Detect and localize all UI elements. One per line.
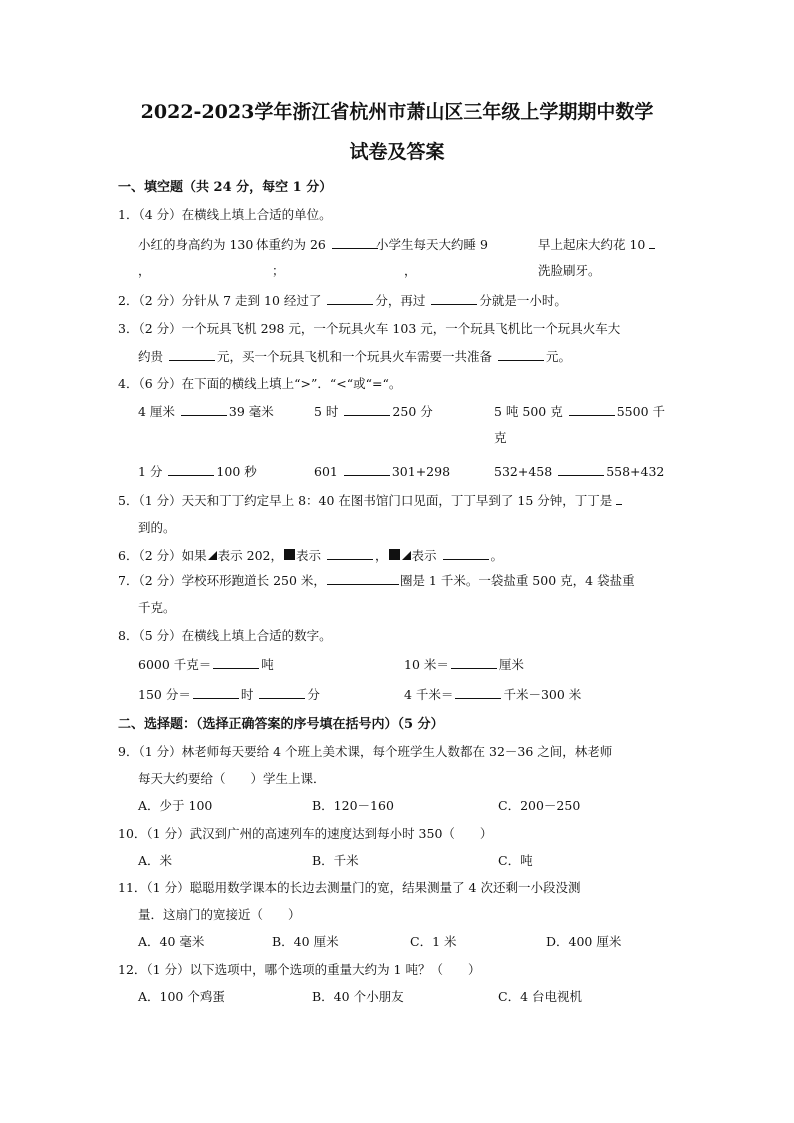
q4-item (314, 404, 433, 420)
q5-line1 (118, 493, 622, 509)
q3-line2 (138, 349, 571, 365)
q8-c3: 分 (307, 687, 320, 702)
q3-line1: 3．（2 分）一个玩具飞机 298 元，一个玩具火车 103 元，一个玩具飞机比一个玩具火车大 (118, 321, 621, 336)
answer-blank[interactable] (169, 349, 215, 361)
section2-heading: 二、选择题：（选择正确答案的序号填在括号内）（5 分） (118, 717, 444, 732)
answer-blank[interactable] (344, 464, 390, 476)
q5-text: 5．（1 分）天天和丁丁约定早上 8：40 在图书馆门口见面，丁丁早到了 15 分钟，丁丁是 (118, 493, 613, 508)
answer-blank[interactable] (649, 237, 655, 249)
q1-a: 小红的身高约为 130 (138, 237, 254, 252)
answer-blank[interactable] (616, 493, 622, 505)
q11-line1: 11．（1 分）聪聪用数学课本的长边去测量门的宽，结果测量了 4 次还剩一小段没测 (118, 880, 581, 895)
q1-stem: 1．（4 分）在横线上填上合适的单位。 (118, 207, 332, 222)
answer-blank[interactable] (558, 464, 604, 476)
q4-right: 39 毫米 (228, 404, 274, 419)
q5-line2: 到的。 (138, 520, 176, 535)
q4-right: 301+298 (391, 464, 451, 479)
q8-stem: 8．（5 分）在横线上填上合适的数字。 (118, 628, 332, 643)
answer-blank[interactable] (213, 657, 259, 669)
q4-right: 558+432 (606, 464, 665, 479)
q4-left: 601 (314, 464, 338, 479)
q8-b (404, 657, 524, 673)
q1-b2: ； (272, 263, 285, 278)
q1-b (256, 237, 380, 253)
answer-blank[interactable] (332, 237, 378, 249)
answer-blank[interactable] (193, 687, 239, 699)
q8-d (404, 687, 581, 703)
answer-blank[interactable] (344, 404, 390, 416)
q6-d: ， (374, 548, 388, 563)
title-line2: 试卷及答案 (349, 141, 445, 163)
q8-c1: 150 分＝ (138, 687, 191, 702)
q4-item (494, 404, 665, 420)
q11-option-c[interactable]: C．1 米 (410, 934, 457, 949)
q11-line2: 量．这扇门的宽接近（ ） (138, 907, 301, 922)
q8-d2: 千米－300 米 (503, 687, 582, 702)
q4-wrap: 克 (494, 430, 507, 445)
q1-c2: ， (404, 263, 417, 278)
q9-option-b[interactable]: B．120－160 (312, 798, 394, 813)
q8-a (138, 657, 274, 673)
q11-option-a[interactable]: A．40 毫米 (138, 934, 205, 949)
q1-b-text: 体重约为 26 (256, 237, 326, 252)
q7-line2: 千克。 (138, 600, 176, 615)
q12-option-b[interactable]: B．40 个小朋友 (312, 989, 404, 1004)
q9-option-a[interactable]: A．少于 100 (138, 798, 213, 813)
q4-left: 4 厘米 (138, 404, 175, 419)
q1-d2: 洗脸刷牙。 (538, 263, 601, 278)
q9-line2: 每天大约要给（ ）学生上课． (138, 771, 326, 786)
q1-d-text: 早上起床大约花 10 (538, 237, 646, 252)
answer-blank[interactable] (168, 464, 214, 476)
q8-a1: 6000 千克＝ (138, 657, 212, 672)
q11-option-b[interactable]: B．40 厘米 (272, 934, 339, 949)
q9-line1: 9．（1 分）林老师每天要给 4 个班上美术课，每个班学生人数都在 32－36 之间，林老师 (118, 744, 613, 759)
q3-c: 元。 (546, 349, 572, 364)
q4-right: 5500 千 (616, 404, 666, 419)
section1-heading: 一、填空题（共 24 分，每空 1 分） (118, 180, 333, 195)
answer-blank[interactable] (455, 687, 501, 699)
triangle-icon (208, 551, 217, 560)
q1-d (538, 237, 655, 253)
q10-option-a[interactable]: A．米 (138, 853, 173, 868)
q8-d1: 4 千米＝ (404, 687, 454, 702)
q7-line1 (118, 573, 635, 589)
answer-blank[interactable] (259, 687, 305, 699)
q6-f: 。 (490, 548, 504, 563)
q4-left: 1 分 (138, 464, 163, 479)
q4-stem: 4．（6 分）在下面的横线上填上“>”．“<“或“=“。 (118, 376, 402, 391)
q7-a: 7．（2 分）学校环形跑道长 250 米， (118, 573, 326, 588)
square-icon (284, 549, 295, 560)
q2-c: 分就是一小时。 (479, 293, 567, 308)
q4-item (138, 404, 274, 420)
q12-option-c[interactable]: C．4 台电视机 (498, 989, 582, 1004)
q10-option-b[interactable]: B．千米 (312, 853, 359, 868)
q1-a2: ， (138, 263, 151, 278)
triangle-icon (402, 551, 411, 560)
q12-line1: 12．（1 分）以下选项中，哪个选项的重量大约为 1 吨？（ ） (118, 962, 481, 977)
answer-blank[interactable] (327, 293, 373, 305)
q6-a: 6．（2 分）如果 (118, 548, 207, 563)
q4-item (138, 464, 257, 480)
q6-b: 表示 202， (217, 548, 283, 563)
q2-b: 分，再过 (375, 293, 426, 308)
q8-c (138, 687, 320, 703)
answer-blank[interactable] (498, 349, 544, 361)
q8-b2: 厘米 (498, 657, 524, 672)
answer-blank[interactable] (451, 657, 497, 669)
q4-right: 100 秒 (216, 464, 257, 479)
q8-a2: 吨 (261, 657, 274, 672)
q2-a: 2．（2 分）分针从 7 走到 10 经过了 (118, 293, 322, 308)
q4-left: 5 吨 500 克 (494, 404, 563, 419)
answer-blank[interactable] (431, 293, 477, 305)
q9-option-c[interactable]: C．200－250 (498, 798, 581, 813)
title-line1: 2022-2023学年浙江省杭州市萧山区三年级上学期期中数学 (140, 101, 654, 123)
q8-b1: 10 米＝ (404, 657, 449, 672)
q4-item (494, 464, 664, 480)
square-icon (389, 549, 400, 560)
answer-blank[interactable] (443, 548, 489, 560)
q1-c: 小学生每天大约睡 9 (376, 237, 488, 252)
answer-blank[interactable] (327, 548, 373, 560)
q12-option-a[interactable]: A．100 个鸡蛋 (138, 989, 225, 1004)
q11-option-d[interactable]: D．400 厘米 (546, 934, 622, 949)
q7-b: 圈是 1 千米。一袋盐重 500 克，4 袋盐重 (399, 573, 635, 588)
q8-c2: 时 (240, 687, 254, 702)
q3-b: 元，买一个玩具飞机和一个玩具火车需要一共准备 (217, 349, 493, 364)
q3-a: 约贵 (138, 349, 164, 364)
q10-option-c[interactable]: C．吨 (498, 853, 533, 868)
answer-blank[interactable] (569, 404, 615, 416)
q6-e: 表示 (411, 548, 437, 563)
q4-left: 5 时 (314, 404, 339, 419)
q2 (118, 293, 567, 309)
q4-right: 250 分 (392, 404, 433, 419)
q6-c: 表示 (295, 548, 321, 563)
answer-blank[interactable] (181, 404, 227, 416)
q4-item (314, 464, 450, 480)
q10-line1: 10．（1 分）武汉到广州的高速列车的速度达到每小时 350（ ） (118, 826, 493, 841)
answer-blank[interactable] (327, 573, 399, 585)
q4-left: 532+458 (494, 464, 553, 479)
q6 (118, 548, 503, 564)
